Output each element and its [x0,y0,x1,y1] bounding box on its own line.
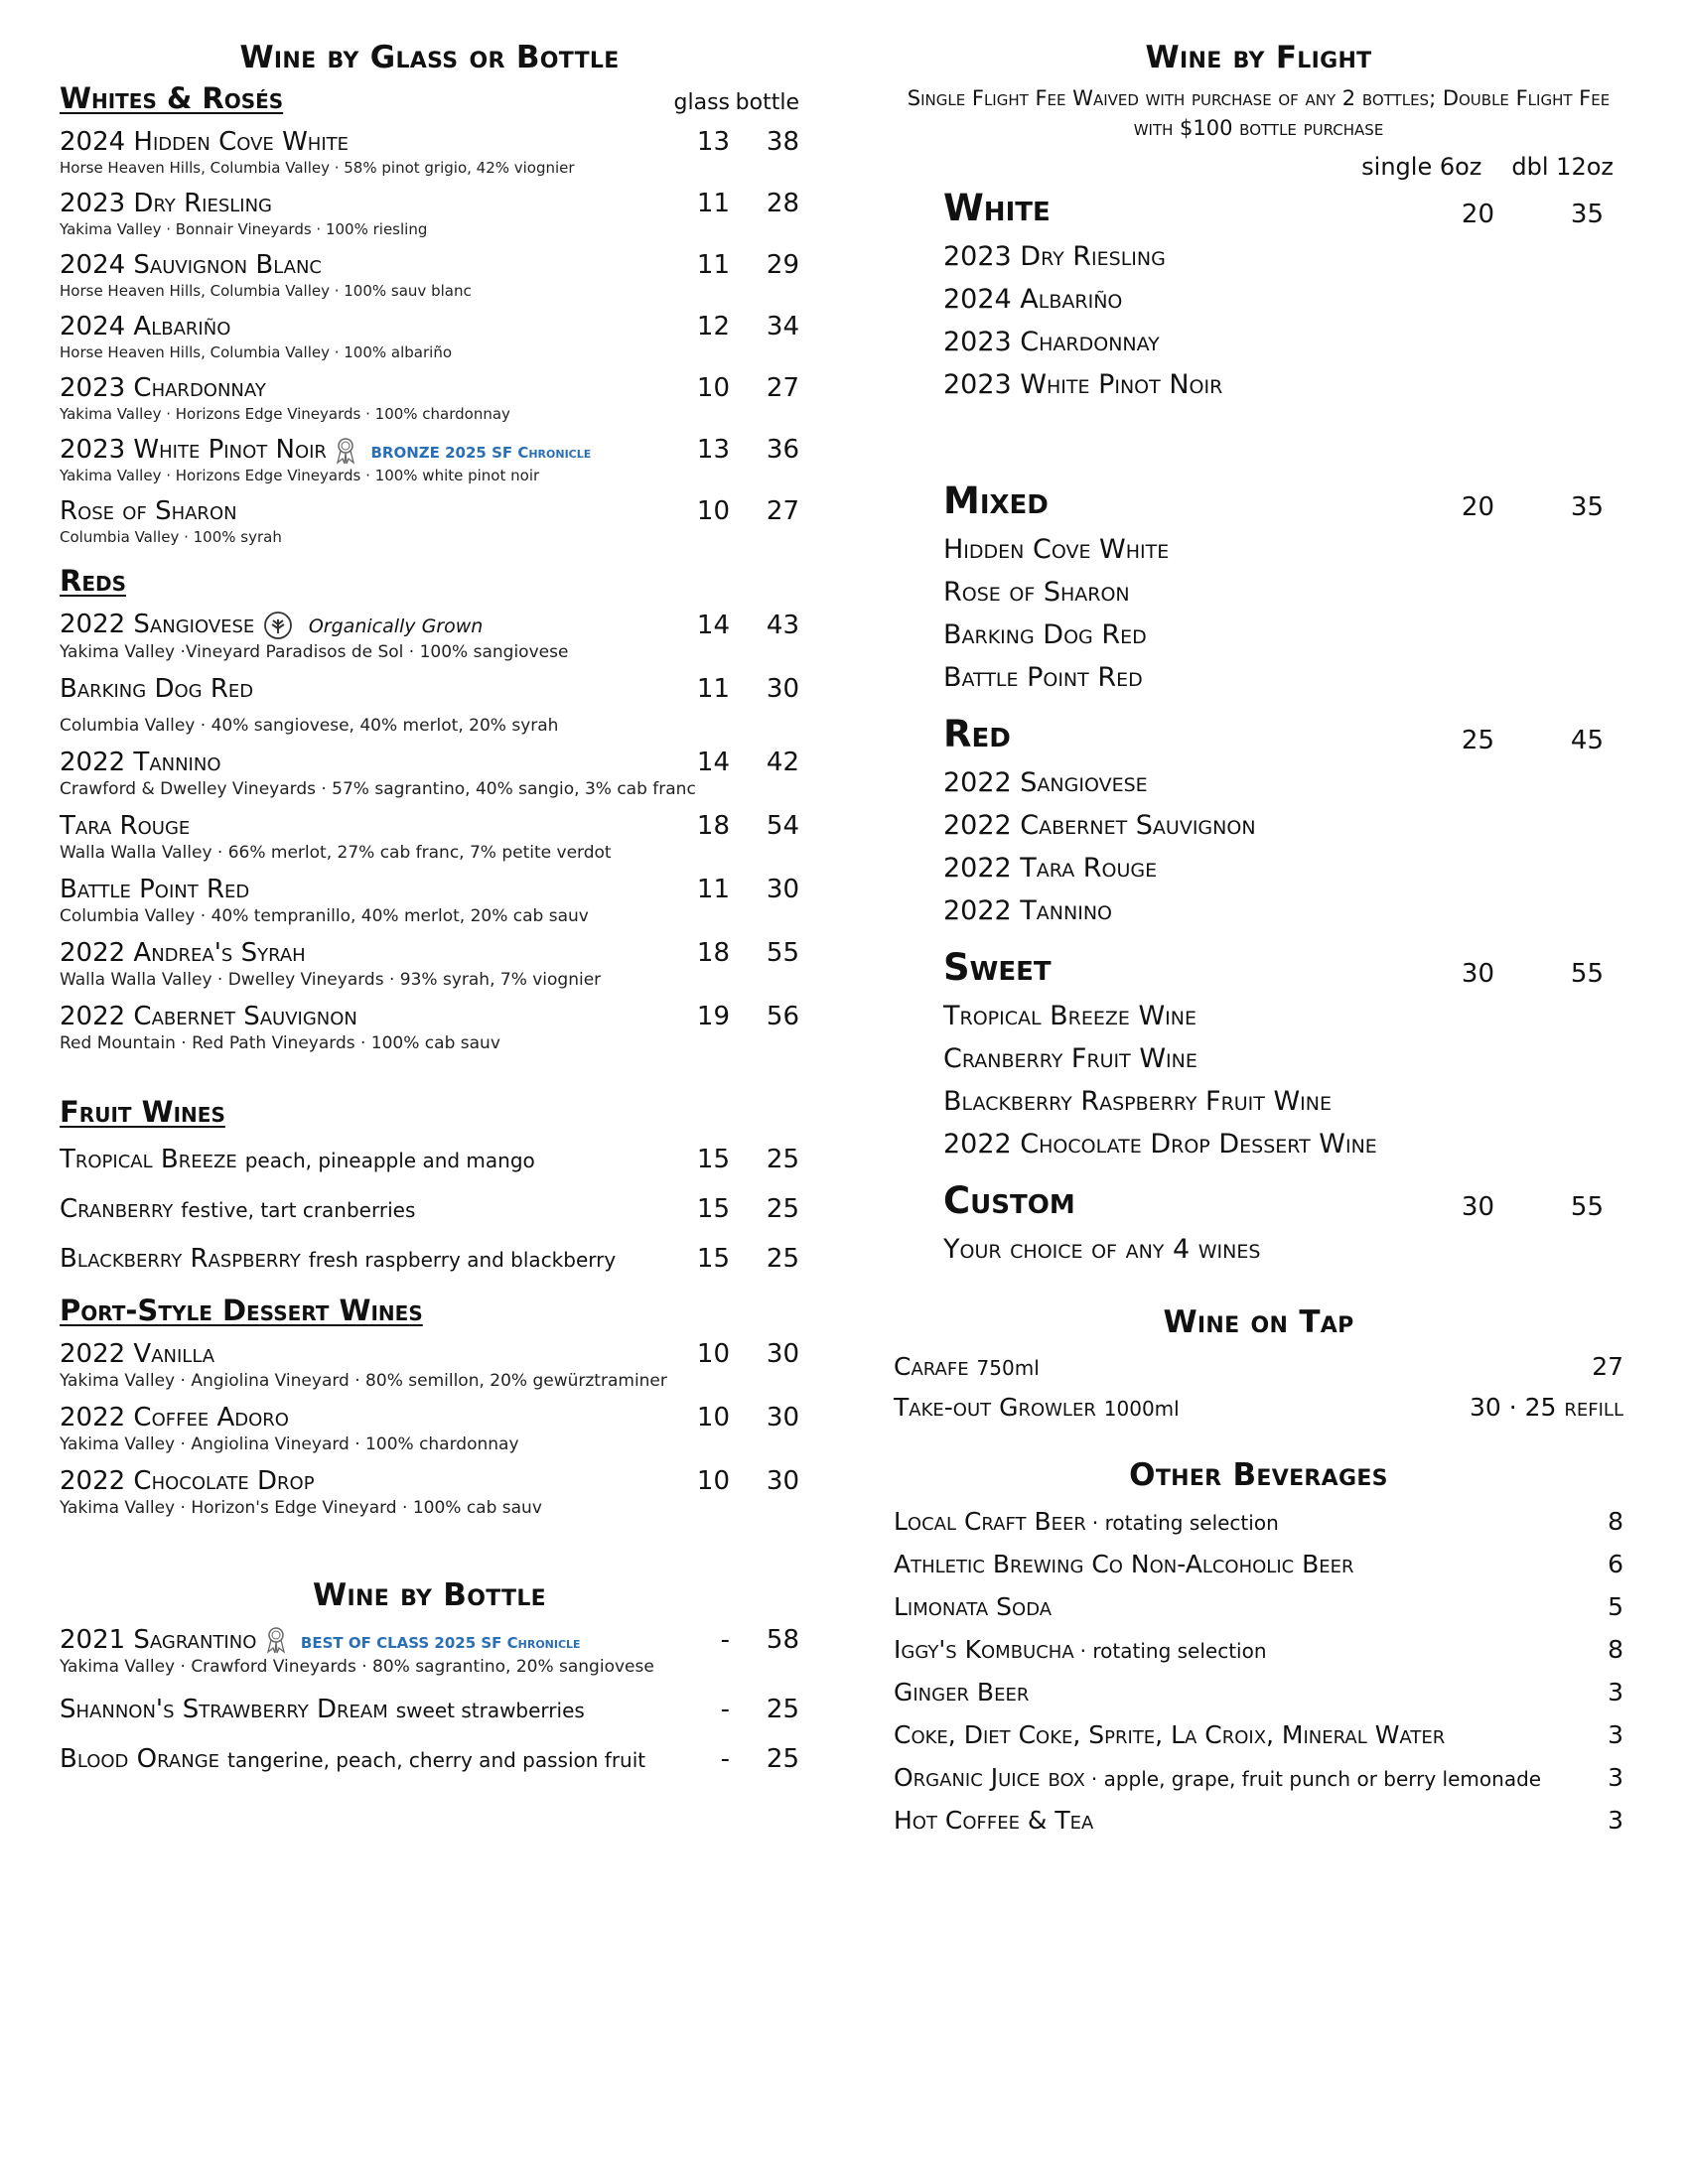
menu-item [60,1002,799,1031]
double-price: 35 [1570,200,1604,229]
beverage-price: 8 [1608,1635,1623,1664]
flight-wine: 2023 Dry Riesling [943,241,1166,272]
menu-item [60,373,799,403]
glass-price: 14 [696,610,730,640]
item-desc: festive, tart cranberries [181,1197,416,1222]
glass-price: 15 [696,1144,730,1174]
menu-item [60,1194,799,1224]
single-price: 30 [1461,1192,1494,1222]
flight-white [943,187,1623,400]
port-title: Port-Style Dessert Wines [60,1293,423,1327]
bottle-price: 29 [766,250,799,280]
glass-price: - [720,1743,730,1774]
bottle-price: 43 [766,610,799,640]
beverage-desc: · rotating selection [1091,1511,1279,1535]
glass-price: 19 [696,1001,730,1031]
beverage-name: Limonata Soda [894,1592,1053,1621]
item-name: 2024 Hidden Cove White [60,127,349,157]
item-name: Cranberry [60,1193,174,1224]
glass-price: 18 [696,810,730,841]
item-name-wrap [60,610,660,640]
flight-column-headers [894,153,1623,181]
item-details: Columbia Valley · 40% tempranillo, 40% merlot, 20% cab sauv [60,905,589,926]
flight-wine: 2022 Cabernet Sauvignon [943,810,1256,841]
item-details: Yakima Valley · Angiolina Vineyard · 80% semillon, 20% gewürztraminer [60,1370,667,1391]
flight-wine: 2022 Sangiovese [943,767,1148,798]
whites-title: Whites & Rosés [60,81,284,115]
glass-price: 15 [696,1193,730,1224]
glass-price: 13 [696,435,730,465]
glass-header: glass [673,90,730,115]
beverage-price: 3 [1608,1763,1623,1792]
beverage-item [894,1550,1623,1578]
item-details: Yakima Valley · Horizon's Edge Vineyard · 100% cab sauv [60,1497,542,1518]
double-price: 55 [1570,1192,1604,1222]
flight-wine: Blackberry Raspberry Fruit Wine [943,1086,1332,1117]
beverage-item [894,1507,1623,1536]
item-name: Battle Point Red [60,874,250,904]
menu-item [60,189,799,218]
bottle-header: bottle [735,90,799,115]
tap-size: 750ml [976,1356,1040,1380]
organic-label: Organically Grown [308,615,484,637]
fruit-section-header [60,1095,799,1129]
beverage-name: Iggy's Kombucha [894,1635,1074,1664]
flight-title: Mixed [943,479,1049,522]
award-label: BRONZE 2025 SF Chronicle [370,444,592,462]
beverage-price: 3 [1608,1678,1623,1706]
bottle-price: 25 [766,1243,799,1274]
menu-item [60,435,799,465]
flight-wine: Battle Point Red [943,662,1143,693]
flight-wine: Barking Dog Red [943,619,1147,650]
beverage-name: Athletic Brewing Co Non-Alcoholic Beer [894,1550,1354,1578]
flight-title: White [943,187,1051,229]
bottle-price: 56 [766,1001,799,1031]
right-column [894,40,1623,1835]
tap-item [894,1393,1623,1422]
flight-wine: 2022 Tara Rouge [943,853,1158,884]
menu-item [60,1695,799,1724]
port-section-header [60,1294,799,1327]
flight-custom [943,1179,1623,1265]
bottle-price: 36 [766,435,799,465]
item-details: Horse Heaven Hills, Columbia Valley · 100% albariño [60,343,453,361]
reds-section-header [60,564,799,598]
wine-by-flight-title: Wine by Flight [1145,40,1372,75]
item-name-wrap [60,1244,660,1274]
item-desc: sweet strawberries [395,1698,585,1722]
glass-price: 13 [696,127,730,157]
menu-item [60,312,799,341]
glass-price: 14 [696,747,730,777]
item-desc: fresh raspberry and blackberry [308,1247,617,1272]
tap-name-wrap [894,1393,1180,1422]
menu-item [60,1466,799,1496]
menu-item [60,811,799,841]
award-label: BEST OF CLASS 2025 SF Chronicle [300,1633,581,1652]
organic-leaf-icon [263,611,293,640]
bottle-price: 38 [766,127,799,157]
item-name: 2022 Vanilla [60,1338,215,1369]
glass-price: 10 [696,373,730,403]
item-name-wrap [60,435,660,465]
double-price: 35 [1570,492,1604,522]
item-details: Yakima Valley · Bonnair Vineyards · 100% riesling [60,220,428,238]
bottle-price: 42 [766,747,799,777]
left-column [60,40,799,1774]
beverage-price: 3 [1608,1806,1623,1835]
item-name: Tropical Breeze [60,1144,237,1174]
whites-section-header [60,81,799,115]
item-name: Tara Rouge [60,810,191,841]
wine-by-glass-title: Wine by Glass or Bottle [239,40,620,75]
flight-title: Red [943,713,1011,755]
flight-wine: 2023 White Pinot Noir [943,369,1223,400]
flight-wine: Rose of Sharon [943,577,1130,608]
glass-price: 18 [696,937,730,968]
beverage-name: Organic Juice box [894,1763,1085,1792]
item-name: 2022 Coffee Adoro [60,1402,289,1433]
flight-wine: 2022 Tannino [943,895,1112,926]
bottle-price: 27 [766,373,799,403]
glass-price: 11 [696,250,730,280]
bottle-price: 27 [766,496,799,526]
flight-wine: 2023 Chardonnay [943,327,1160,357]
menu-item [60,875,799,904]
menu-item [60,1625,799,1655]
tap-name-wrap [894,1352,1040,1381]
glass-price: 10 [696,1338,730,1369]
beverage-price: 8 [1608,1507,1623,1536]
item-details: Horse Heaven Hills, Columbia Valley · 100% sauv blanc [60,282,472,300]
beverage-item [894,1763,1623,1792]
other-beverages-title: Other Beverages [1129,1457,1388,1493]
item-details: Yakima Valley · Angiolina Vineyard · 100% chardonnay [60,1433,519,1454]
item-details: Horse Heaven Hills, Columbia Valley · 58% pinot grigio, 42% viognier [60,159,575,177]
flight-wine: 2022 Chocolate Drop Dessert Wine [943,1129,1377,1160]
glass-price: - [720,1694,730,1724]
glass-price: 11 [696,189,730,218]
award-ribbon-icon [265,1626,287,1654]
double-header: dbl 12oz [1511,153,1614,181]
beverage-desc: · apple, grape, fruit punch or berry lemonade [1090,1767,1542,1791]
item-name-wrap [60,1145,660,1174]
bottle-price: 30 [766,1465,799,1496]
bottle-price: 55 [766,937,799,968]
flight-fee-note: Single Flight Fee Waived with purchase of any 2 bottles; Double Flight Fee with $100 bottle purchase [907,86,1611,140]
item-name: 2021 Sagrantino [60,1624,257,1655]
beverage-item [894,1635,1623,1664]
item-name: 2023 Chardonnay [60,373,266,403]
wine-by-bottle-title: Wine by Bottle [313,1576,546,1613]
item-name: 2022 Chocolate Drop [60,1465,315,1496]
menu-item [60,1244,799,1274]
beverage-price: 3 [1608,1720,1623,1749]
tap-price: 30 · 25 refill [1469,1393,1623,1422]
flight-wine: 2024 Albariño [943,284,1123,315]
menu-item [60,1403,799,1433]
tap-size: 1000ml [1103,1397,1180,1421]
flight-wine: Hidden Cove White [943,534,1170,565]
beverage-item [894,1592,1623,1621]
item-name: 2023 White Pinot Noir [60,435,327,465]
item-desc: peach, pineapple and mango [244,1148,535,1172]
item-name-wrap [60,1744,660,1774]
bottle-price: 30 [766,1338,799,1369]
menu-item [60,748,799,777]
bottle-price: 30 [766,874,799,904]
item-name: 2023 Dry Riesling [60,189,272,218]
item-name: Rose of Sharon [60,496,237,526]
beverage-name: Local Craft Beer [894,1507,1086,1536]
item-name: 2024 Sauvignon Blanc [60,250,322,280]
beverage-desc: · rotating selection [1079,1639,1267,1663]
beverage-name: Coke, Diet Coke, Sprite, La Croix, Mineral Water [894,1720,1446,1749]
glass-price: 12 [696,312,730,341]
bottle-price: 54 [766,810,799,841]
bottle-price: 28 [766,189,799,218]
item-name: Blackberry Raspberry [60,1243,301,1274]
menu-item [60,127,799,157]
item-details: Columbia Valley · 40% sangiovese, 40% merlot, 20% syrah [60,715,559,736]
item-details: Red Mountain · Red Path Vineyards · 100% cab sauv [60,1032,500,1053]
flight-title: Sweet [943,946,1052,989]
menu-item [60,1145,799,1174]
menu-item [60,674,799,704]
single-price: 30 [1461,959,1494,989]
item-name: Barking Dog Red [60,673,254,704]
item-name: Blood Orange [60,1743,220,1774]
beverage-name: Hot Coffee & Tea [894,1806,1094,1835]
bottle-price: 30 [766,673,799,704]
menu-item [60,610,799,640]
item-name-wrap [60,1194,660,1224]
tap-price: 27 [1592,1352,1623,1381]
single-price: 20 [1461,200,1494,229]
flight-red [943,713,1623,926]
bottle-price: 25 [766,1743,799,1774]
item-details: Walla Walla Valley · 66% merlot, 27% cab franc, 7% petite verdot [60,842,612,863]
single-price: 20 [1461,492,1494,522]
item-name: Shannon's Strawberry Dream [60,1694,388,1724]
flight-sweet [943,946,1623,1160]
flight-title: Custom [943,1179,1075,1222]
item-name-wrap [60,1625,660,1655]
menu-item [60,1744,799,1774]
item-details: Crawford & Dwelley Vineyards · 57% sagrantino, 40% sangio, 3% cab franc [60,778,696,799]
double-price: 45 [1570,726,1604,755]
item-name: 2024 Albariño [60,312,231,341]
flight-wine: Your choice of any 4 wines [943,1234,1261,1265]
item-name: 2022 Tannino [60,747,221,777]
beverage-price: 5 [1608,1592,1623,1621]
bottle-price: 25 [766,1694,799,1724]
double-price: 55 [1570,959,1604,989]
bottle-price: 34 [766,312,799,341]
bottle-price: 58 [766,1624,799,1655]
column-headers [660,90,799,115]
beverage-item [894,1720,1623,1749]
bottle-price: 30 [766,1402,799,1433]
item-details: Yakima Valley ·Vineyard Paradisos de Sol · 100% sangiovese [60,641,569,662]
flight-wine: Cranberry Fruit Wine [943,1043,1197,1074]
glass-price: 11 [696,673,730,704]
item-details: Yakima Valley · Horizons Edge Vineyards · 100% chardonnay [60,405,510,423]
flight-mixed [943,479,1623,693]
glass-price: 11 [696,874,730,904]
fruit-title: Fruit Wines [60,1094,225,1129]
glass-price: 10 [696,1402,730,1433]
beverage-price: 6 [1608,1550,1623,1578]
item-name: 2022 Andrea's Syrah [60,937,306,968]
beverage-name: Ginger Beer [894,1678,1030,1706]
reds-title: Reds [60,564,126,598]
beverage-item [894,1806,1623,1835]
award-ribbon-icon [335,437,356,465]
bottle-price: 25 [766,1144,799,1174]
item-details: Yakima Valley · Crawford Vineyards · 80% sagrantino, 20% sangiovese [60,1656,654,1677]
menu-item [60,250,799,280]
flight-wine: Tropical Breeze Wine [943,1001,1196,1031]
tap-name: Take-out Growler [894,1393,1096,1422]
beverage-item [894,1678,1623,1706]
item-details: Walla Walla Valley · Dwelley Vineyards · 93% syrah, 7% viognier [60,969,602,990]
item-name: 2022 Sangiovese [60,610,255,639]
single-header: single 6oz [1361,153,1482,181]
wine-on-tap-title: Wine on Tap [1163,1304,1354,1340]
item-desc: tangerine, peach, cherry and passion fruit [227,1747,646,1772]
glass-price: 10 [696,1465,730,1496]
item-name-wrap [60,1695,660,1724]
tap-item [894,1352,1623,1381]
glass-price: 15 [696,1243,730,1274]
glass-price: 10 [696,496,730,526]
menu-item [60,1339,799,1369]
menu-item [60,938,799,968]
tap-name: Carafe [894,1352,969,1381]
bottle-price: 25 [766,1193,799,1224]
single-price: 25 [1461,726,1494,755]
item-details: Yakima Valley · Horizons Edge Vineyards · 100% white pinot noir [60,467,540,484]
item-details: Columbia Valley · 100% syrah [60,528,282,546]
item-name: 2022 Cabernet Sauvignon [60,1001,357,1031]
glass-price: - [720,1624,730,1655]
menu-item [60,496,799,526]
